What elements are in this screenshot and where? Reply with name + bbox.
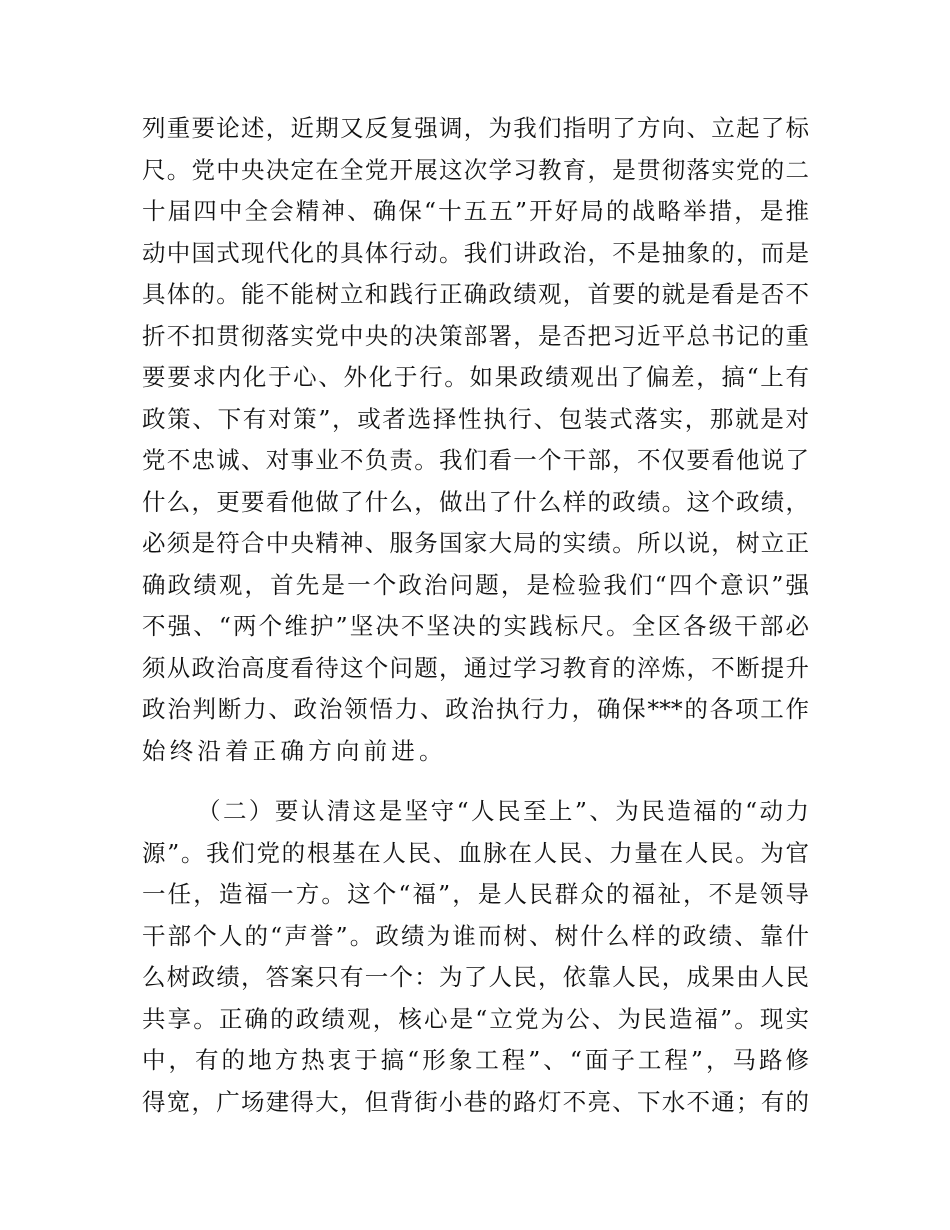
text-line: 中，有的地方热衷于搞“形象工程”、“面子工程”，马路修	[142, 1046, 809, 1074]
text-line: 么树政绩，答案只有一个：为了人民，依靠人民，成果由人民	[142, 963, 809, 991]
text-line: 共享。正确的政绩观，核心是“立党为公、为民造福”。现实	[142, 1004, 809, 1033]
text-line: 折不扣贯彻落实党中央的决策部署，是否把习近平总书记的重	[142, 321, 809, 350]
text-line: 具体的。能不能树立和践行正确政绩观，首要的就是看是否不	[142, 280, 809, 308]
text-line: 列重要论述，近期又反复强调，为我们指明了方向、立起了标	[142, 114, 809, 142]
section-heading-line: （二）要认清这是坚守“人民至上”、为民造福的“动力	[197, 797, 809, 825]
text-line: 确政绩观，首先是一个政治问题，是检验我们“四个意识”强	[142, 570, 809, 599]
text-line: 必须是符合中央精神、服务国家大局的实绩。所以说，树立正	[142, 529, 809, 557]
text-line: 须从政治高度看待这个问题，通过学习教育的淬炼，不断提升	[142, 653, 809, 682]
text-line: 尺。党中央决定在全党开展这次学习教育，是贯彻落实党的二	[142, 155, 809, 184]
paragraph-political-standard	[142, 108, 809, 772]
text-line-last: 始终沿着正确方向前进。	[142, 736, 447, 765]
text-line: 不强、“两个维护”坚决不坚决的实践标尺。全区各级干部必	[142, 612, 809, 640]
text-line: 党不忠诚、对事业不负责。我们看一个干部，不仅要看他说了	[142, 446, 809, 474]
text-line: 干部个人的“声誉”。政绩为谁而树、树什么样的政绩、靠什	[142, 921, 809, 950]
paragraph-people-first	[142, 791, 809, 1123]
text-line: 十届四中全会精神、确保“十五五”开好局的战略举措，是推	[142, 197, 809, 225]
text-line: 一任，造福一方。这个“福”，是人民群众的福祉，不是领导	[142, 880, 809, 908]
text-line: 动中国式现代化的具体行动。我们讲政治，不是抽象的，而是	[142, 238, 809, 267]
text-line: 政策、下有对策”，或者选择性执行、包装式落实，那就是对	[142, 404, 809, 433]
text-line: 源”。我们党的根基在人民、血脉在人民、力量在人民。为官	[142, 838, 809, 867]
text-line: 政治判断力、政治领悟力、政治执行力，确保***的各项工作	[142, 695, 809, 723]
text-line: 得宽，广场建得大，但背街小巷的路灯不亮、下水不通；有的	[142, 1087, 809, 1116]
text-line: 要要求内化于心、外化于行。如果政绩观出了偏差，搞“上有	[142, 363, 809, 391]
text-line: 什么，更要看他做了什么，做出了什么样的政绩。这个政绩，	[142, 487, 809, 516]
